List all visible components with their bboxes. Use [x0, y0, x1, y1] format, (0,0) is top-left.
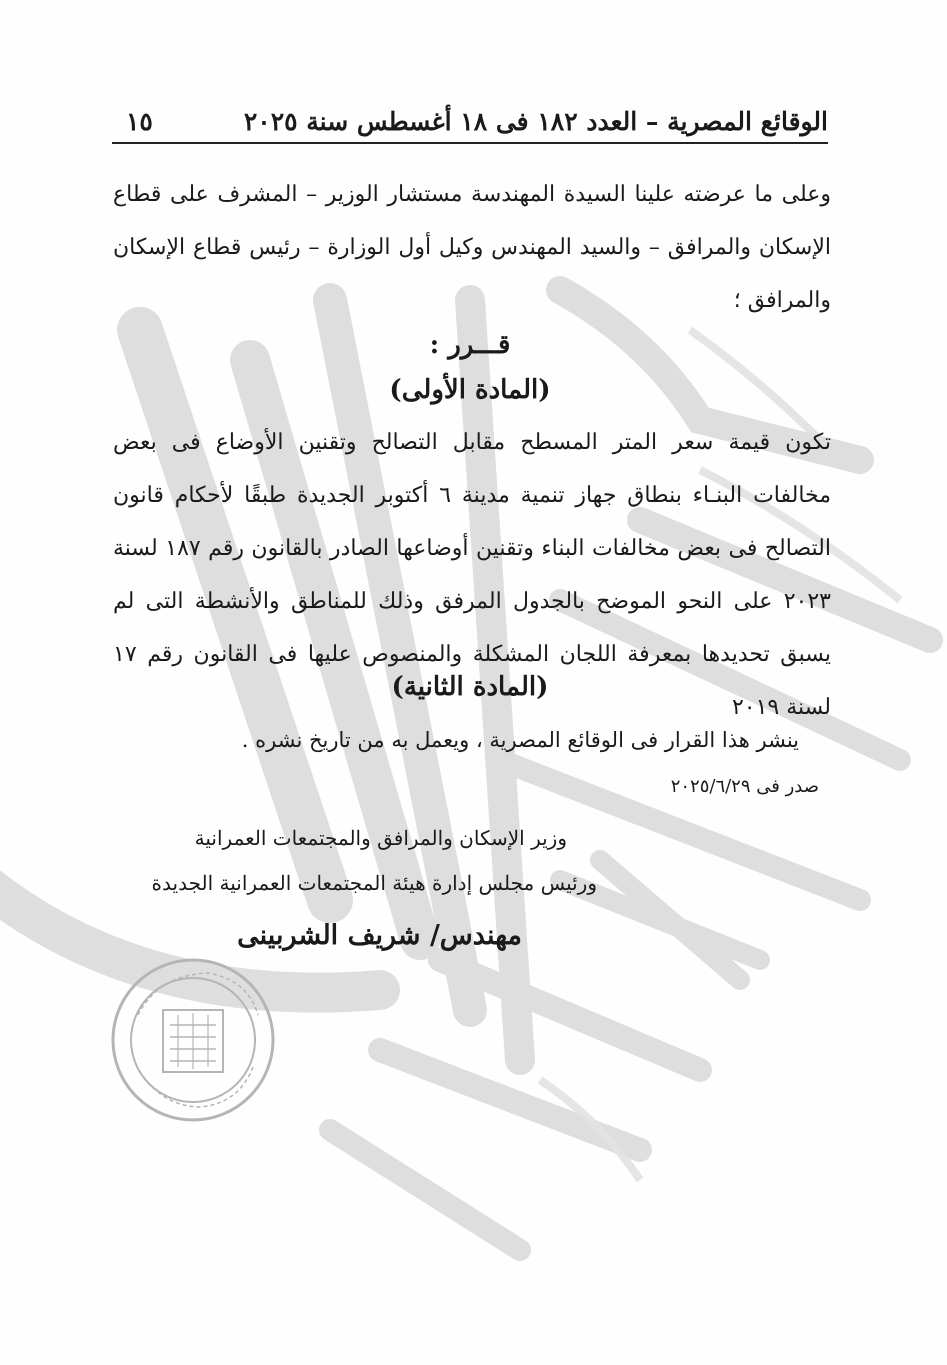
page-number: ١٥	[126, 106, 153, 136]
signatory-name: مهندس/ شريف الشربينى	[237, 920, 522, 951]
article-2-title: (المادة الثانية)	[391, 672, 549, 702]
decision-heading: قـــرر :	[429, 330, 511, 360]
article-1-title: (المادة الأولى)	[389, 375, 551, 405]
signatory-role-1: وزير الإسكان والمرافق والمجتمعات العمرانية	[194, 826, 567, 850]
page-header	[112, 100, 828, 144]
article-2-body: ينشر هذا القرار فى الوقائع المصرية ، ويعمل به من تاريخ نشره .	[241, 728, 799, 752]
ministry-seal-icon	[108, 955, 278, 1125]
article-1-body: تكون قيمة سعر المتر المسطح مقابل التصالح وتقنين الأوضاع فى بعض مخالفات البنـاء بنطاق جهاز تنمية مدينة ٦ أكتوبر الجديدة طبقًا لأحكام قانون التصالح فى بعض مخالفات البناء وتقنين أوضاعها الصادر بالقانون رقم ١٨٧ لسنة ٢٠٢٣ على النحو الموضح بالجدول المرفق وذلك للمناطق والأنشطة التى لم يسبق تحديدها بمعرفة اللجان المشكلة والمنصوص عليها فى القانون رقم ١٧ لسنة ٢٠١٩	[113, 430, 832, 720]
preamble-paragraph: وعلى ما عرضته علينا السيدة المهندسة مستشار الوزير – المشرف على قطاع الإسكان والمرافق – والسيد المهندس وكيل أول الوزارة – رئيس قطاع الإسكان والمرافق ؛	[113, 182, 831, 313]
issue-date: صدر فى ٢٠٢٥/٦/٢٩	[670, 776, 819, 797]
gazette-title: الوقائع المصرية – العدد ١٨٢ فى ١٨ أغسطس سنة ٢٠٢٥	[243, 106, 828, 136]
signatory-role-2: ورئيس مجلس إدارة هيئة المجتمعات العمرانية الجديدة	[151, 871, 597, 895]
